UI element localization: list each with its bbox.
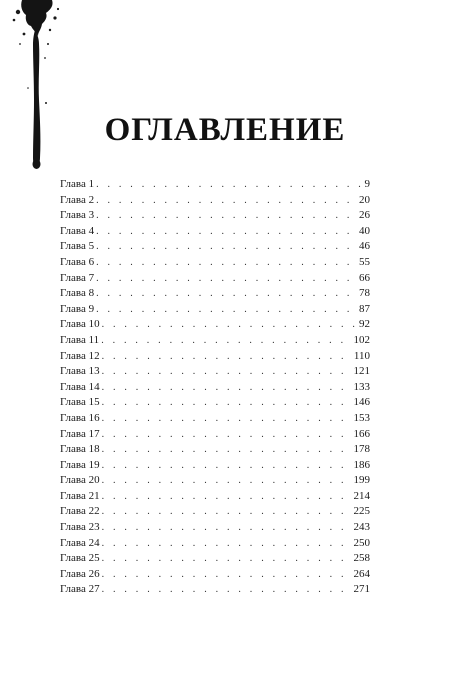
page-number: 46 xyxy=(359,240,370,253)
toc-entry[interactable] xyxy=(60,208,370,224)
toc-entry[interactable] xyxy=(60,302,370,318)
page-number: 9 xyxy=(364,178,370,190)
page-number: 55 xyxy=(359,255,370,268)
chapter-title: Глава 14 xyxy=(60,380,100,393)
dot-leader xyxy=(102,473,351,489)
chapter-title: Глава 23 xyxy=(60,521,100,534)
dot-leader xyxy=(102,489,351,505)
toc-entry[interactable] xyxy=(60,473,370,489)
ink-drip-illustration xyxy=(0,0,70,190)
chapter-title: Глава 24 xyxy=(60,536,100,549)
chapter-title: Глава 5 xyxy=(60,240,95,253)
dot-leader xyxy=(96,239,356,255)
dot-leader xyxy=(102,349,351,365)
chapter-title: Глава 26 xyxy=(60,567,100,580)
dot-leader xyxy=(102,317,356,333)
toc-entry[interactable] xyxy=(60,567,370,583)
page-number: 26 xyxy=(359,209,370,222)
page-number: 133 xyxy=(353,380,370,393)
toc-entry[interactable] xyxy=(60,317,370,333)
dot-leader xyxy=(101,333,350,349)
dot-leader xyxy=(102,380,351,396)
page-title: ОГЛАВЛЕНИЕ xyxy=(104,112,346,148)
page-number: 199 xyxy=(353,474,370,487)
page-number: 250 xyxy=(353,536,370,549)
dot-leader xyxy=(102,551,351,567)
dot-leader xyxy=(102,427,351,443)
page-number: 20 xyxy=(359,193,370,206)
dot-leader xyxy=(102,364,351,380)
dot-leader xyxy=(102,504,351,520)
page-number: 92 xyxy=(359,318,370,331)
toc-entry[interactable] xyxy=(60,536,370,552)
toc-entry[interactable] xyxy=(60,489,370,505)
chapter-title: Глава 10 xyxy=(60,318,100,331)
toc-entry[interactable] xyxy=(60,193,370,209)
page-number: 146 xyxy=(353,396,370,409)
page-number: 66 xyxy=(359,271,370,284)
chapter-title: Глава 22 xyxy=(60,505,100,518)
dot-leader xyxy=(96,193,356,209)
chapter-title: Глава 25 xyxy=(60,552,100,565)
toc-entry[interactable] xyxy=(60,239,370,255)
page-number: 214 xyxy=(353,489,370,502)
chapter-title: Глава 11 xyxy=(60,333,100,346)
dot-leader xyxy=(102,567,351,583)
toc-entry[interactable] xyxy=(60,349,370,365)
dot-leader xyxy=(96,177,361,193)
toc-entry[interactable] xyxy=(60,255,370,271)
dot-leader xyxy=(102,536,351,552)
toc-entry[interactable] xyxy=(60,582,370,598)
toc-entry[interactable] xyxy=(60,395,370,411)
toc-entry[interactable] xyxy=(60,333,370,349)
dot-leader xyxy=(102,395,351,411)
page-number: 166 xyxy=(353,427,370,440)
dot-leader xyxy=(96,271,356,287)
toc-entry[interactable] xyxy=(60,504,370,520)
toc-entry[interactable] xyxy=(60,411,370,427)
page-number: 271 xyxy=(353,583,370,596)
dot-leader xyxy=(96,302,356,318)
chapter-title: Глава 17 xyxy=(60,427,100,440)
dot-leader xyxy=(102,411,351,427)
chapter-title: Глава 12 xyxy=(60,349,100,362)
page-number: 153 xyxy=(353,411,370,424)
page-number: 40 xyxy=(359,224,370,237)
dot-leader xyxy=(102,520,351,536)
chapter-title: Глава 27 xyxy=(60,583,100,596)
toc-entry[interactable] xyxy=(60,442,370,458)
chapter-title: Глава 18 xyxy=(60,443,100,456)
toc-entry[interactable] xyxy=(60,380,370,396)
toc-entry[interactable] xyxy=(60,551,370,567)
page-number: 264 xyxy=(353,567,370,580)
chapter-title: Глава 3 xyxy=(60,209,95,222)
dot-leader xyxy=(102,442,351,458)
chapter-title: Глава 15 xyxy=(60,396,100,409)
dot-leader xyxy=(102,582,351,598)
page-number: 102 xyxy=(353,333,370,346)
chapter-title: Глава 1 xyxy=(60,178,95,190)
toc-entry[interactable] xyxy=(60,458,370,474)
dot-leader xyxy=(102,458,351,474)
page-number: 258 xyxy=(353,552,370,565)
toc-entry[interactable] xyxy=(60,271,370,287)
page-number: 110 xyxy=(353,349,370,362)
toc-entry[interactable] xyxy=(60,177,370,193)
page-number: 186 xyxy=(353,458,370,471)
page-number: 78 xyxy=(359,287,370,300)
page-number: 87 xyxy=(359,302,370,315)
chapter-title: Глава 21 xyxy=(60,489,100,502)
chapter-title: Глава 9 xyxy=(60,302,95,315)
toc-entry[interactable] xyxy=(60,364,370,380)
toc-entry[interactable] xyxy=(60,224,370,240)
table-of-contents xyxy=(60,177,370,598)
chapter-title: Глава 13 xyxy=(60,365,100,378)
toc-entry[interactable] xyxy=(60,286,370,302)
page-number: 121 xyxy=(353,365,370,378)
toc-entry[interactable] xyxy=(60,520,370,536)
chapter-title: Глава 4 xyxy=(60,224,95,237)
chapter-title: Глава 6 xyxy=(60,255,95,268)
chapter-title: Глава 7 xyxy=(60,271,95,284)
dot-leader xyxy=(96,224,356,240)
page-number: 243 xyxy=(353,521,370,534)
toc-entry[interactable] xyxy=(60,427,370,443)
page-number: 225 xyxy=(353,505,370,518)
chapter-title: Глава 19 xyxy=(60,458,100,471)
chapter-title: Глава 2 xyxy=(60,193,95,206)
page-number: 178 xyxy=(353,443,370,456)
chapter-title: Глава 20 xyxy=(60,474,100,487)
dot-leader xyxy=(96,208,356,224)
dot-leader xyxy=(96,255,356,271)
chapter-title: Глава 16 xyxy=(60,411,100,424)
chapter-title: Глава 8 xyxy=(60,287,95,300)
dot-leader xyxy=(96,286,356,302)
